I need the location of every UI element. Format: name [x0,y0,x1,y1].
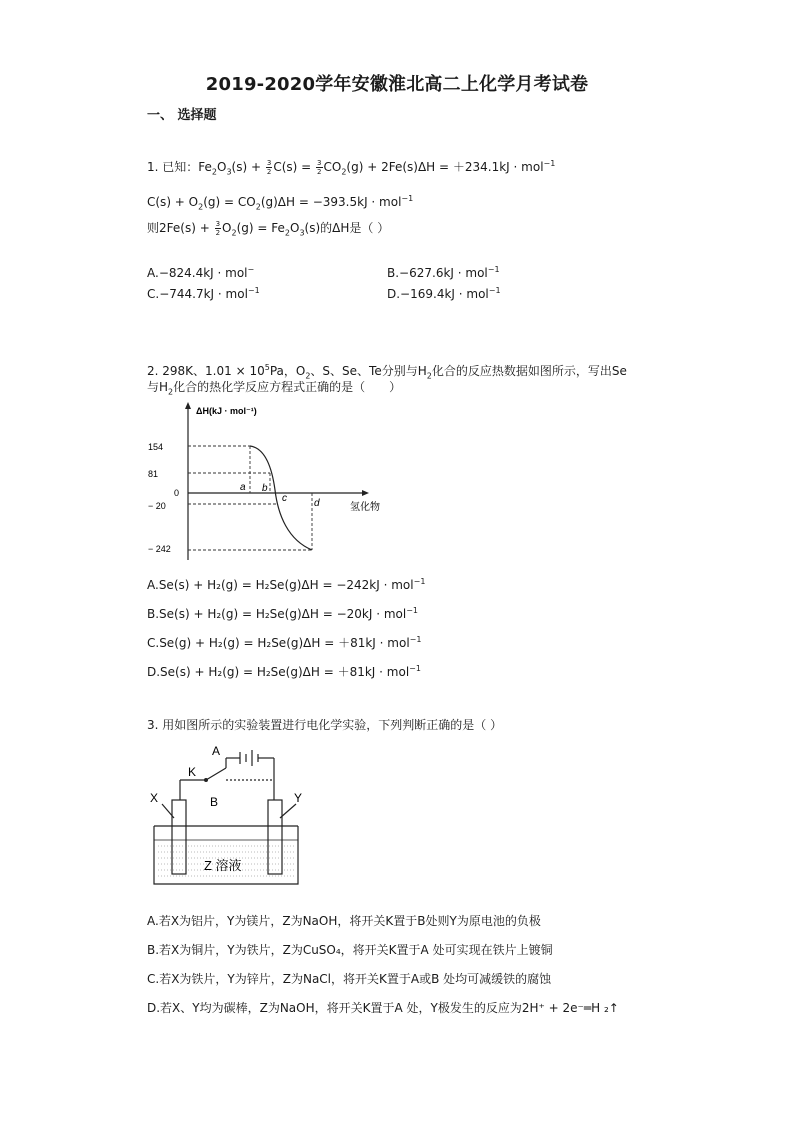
section-heading: 一、 选择题 [147,108,217,123]
enthalpy-diagram [140,400,380,565]
tick-154: 154 [148,442,164,452]
y-axis-label: ΔH(kJ · mol⁻¹) [196,406,257,416]
tick-0: 0 [174,488,180,498]
q1-option-d: D.−169.4kJ · mol$^{-1}$ [387,286,501,301]
tick-neg242: − 242 [148,544,171,554]
enthalpy-curve [250,446,312,550]
q2-option-d: D.Se(s) + H₂(g) = H₂Se(g)ΔH = ＋81kJ · mol$^{-1}$ [147,664,421,679]
q3-option-a: A.若X为铝片，Y为镁片，Z为NaOH，将开关K置于B处则Y为原电池的负极 [147,914,541,928]
q1-option-b: B.−627.6kJ · mol$^{-1}$ [387,265,500,280]
fraction-3-2: $\frac{3}{2}$ [215,220,221,237]
point-a-label: a [240,482,246,493]
q3-option-d: D.若X、Y均为碳棒，Z为NaOH，将开关K置于A 处，Y极发生的反应为2H⁺ + 2e⁻═H ₂↑ [147,1001,619,1015]
point-c-label: c [282,493,287,504]
switch-pivot [204,778,208,782]
point-d-label: d [314,498,320,509]
q1-equation-2: $C(s) + O_2(g) = CO_2(g)\Delta H = -393.5kJ \cdot mol^{-1}$ [147,194,414,212]
q2-stem-line2: 与$H_2$化合的热化学反应方程式正确的是（ ） [147,380,402,397]
q2-option-a: A.Se(s) + H₂(g) = H₂Se(g)ΔH = −242kJ · mol$^{-1}$ [147,577,426,592]
q1-option-a: A.−824.4kJ · mol− [147,265,255,280]
q1-question: 则2Fe(s) + $\frac{3}{2}$ $O_2(g) = Fe_2O_3(s)$的ΔH是（ ） [147,220,390,238]
q2-option-b: B.Se(s) + H₂(g) = H₂Se(g)ΔH = −20kJ · mol$^{-1}$ [147,606,418,621]
label-b: B [210,795,219,809]
label-k: K [188,765,197,779]
label-x: X [150,791,159,805]
page-title: 2019-2020学年安徽淮北高二上化学月考试卷 [205,74,589,95]
q1-option-c: C.−744.7kJ · mol$^{-1}$ [147,286,260,301]
q3-stem: 3. 用如图所示的实验装置进行电化学实验，下列判断正确的是（ ） [147,718,503,732]
fraction-3-2: $\frac{3}{2}$ [317,159,322,176]
q3-option-c: C.若X为铁片，Y为锌片，Z为NaCl，将开关K置于A或B 处均可减缓铁的腐蚀 [147,972,552,986]
tick-81: 81 [148,469,159,479]
label-y: Y [294,791,303,805]
y-axis-arrow [185,402,191,409]
q3-option-b: B.若X为铜片，Y为铁片，Z为CuSO₄，将开关K置于A 处可实现在铁片上镀铜 [147,943,553,957]
electrochemistry-apparatus [148,742,318,892]
q2-option-c: C.Se(g) + H₂(g) = H₂Se(g)ΔH = ＋81kJ · mol$^{-1}$ [147,635,422,650]
fraction-3-2: $\frac{3}{2}$ [266,159,272,176]
q2-stem-line1: 2. 298K、$1.01 \times 10^5Pa$，$O_2$、S、Se、Te分别与$H_2$化合的反应热数据如图所示，写出Se [147,363,627,381]
q1-stem: 1. 已知：$Fe_2O_3(s)$ + $\frac{3}{2}$ C(s) = $\frac{3}{2}$ $CO_2(g) + 2Fe(s)\Delta H = +234.1kJ \cdot mol^{-1}$ [147,159,556,177]
x-axis-arrow [362,490,369,496]
label-z-solution: Z 溶液 [204,858,242,873]
x-axis-label: 氢化物 [350,502,380,513]
point-b-label: b [262,483,268,494]
label-a: A [212,744,221,758]
tick-neg20: − 20 [148,501,166,511]
